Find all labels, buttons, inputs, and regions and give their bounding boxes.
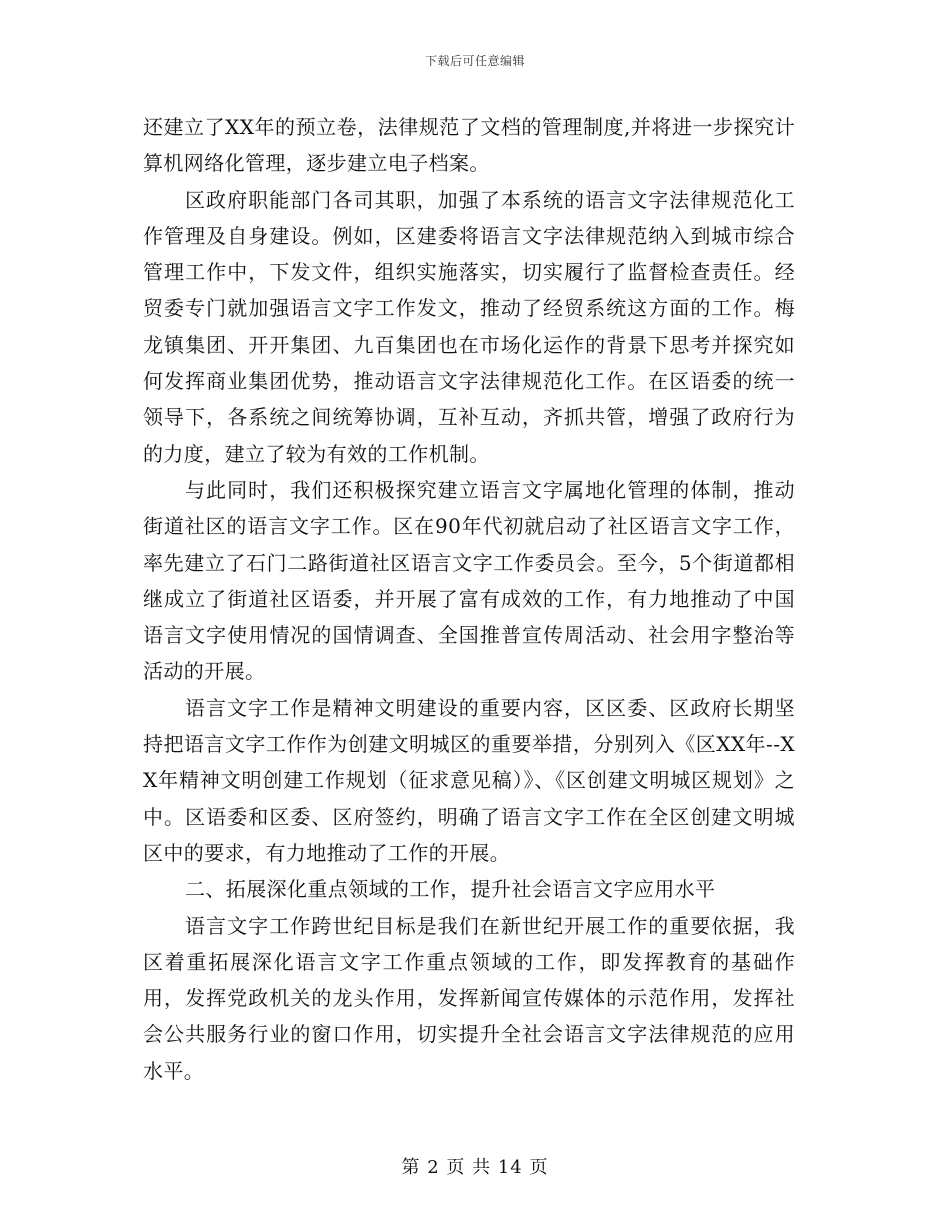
paragraph-3: 与此同时，我们还积极探究建立语言文字属地化管理的体制，推动街道社区的语言文字工作。区在90年代初就启动了社区语言文字工作，率先建立了石门二路街道社区语言文字工作委员会。至今，5个街道都相继成立了街道社区语委，并开展了富有成效的工作，有力地推动了中国语言文字使用情况的国情调查、全国推普宣传周活动、社会用字整治等活动的开展。: [143, 477, 795, 684]
paragraph-5: 语言文字工作跨世纪目标是我们在新世纪开展工作的重要依据，我区着重拓展深化语言文字工作重点领域的工作，即发挥教育的基础作用，发挥党政机关的龙头作用，发挥新闻宣传媒体的示范作用，发挥社会公共服务行业的窗口作用，切实提升全社会语言文字法律规范的应用水平。: [143, 913, 795, 1083]
page-header: 下载后可任意编辑: [424, 54, 525, 68]
document-body: [143, 109, 795, 1089]
paragraph-4: 语言文字工作是精神文明建设的重要内容，区区委、区政府长期坚持把语言文字工作作为创建文明城区的重要举措，分别列入《区XX年--XX年精神文明创建工作规划（征求意见稿）》、《区创建文明城区规划》之中。区语委和区委、区府签约，明确了语言文字工作在全区创建文明城区中的要求，有力地推动了工作的开展。: [143, 695, 795, 865]
page-number: 第 2 页 共 14 页: [401, 1157, 549, 1178]
paragraph-2: 区政府职能部门各司其职，加强了本系统的语言文字法律规范化工作管理及自身建设。例如，区建委将语言文字法律规范纳入到城市综合管理工作中，下发文件，组织实施落实，切实履行了监督检查责任。经贸委专门就加强语言文字工作发文，推动了经贸系统这方面的工作。梅龙镇集团、开开集团、九百集团也在市场化运作的背景下思考并探究如何发挥商业集团优势，推动语言文字法律规范化工作。在区语委的统一领导下，各系统之间统筹协调，互补互动，齐抓共管，增强了政府行为的力度，建立了较为有效的工作机制。: [143, 187, 795, 466]
paragraph-1: 还建立了XX年的预立卷，法律规范了文档的管理制度,并将进一步探究计算机网络化管理，逐步建立电子档案。: [143, 115, 795, 176]
section-heading: 二、拓展深化重点领域的工作，提升社会语言文字应用水平: [185, 877, 716, 902]
